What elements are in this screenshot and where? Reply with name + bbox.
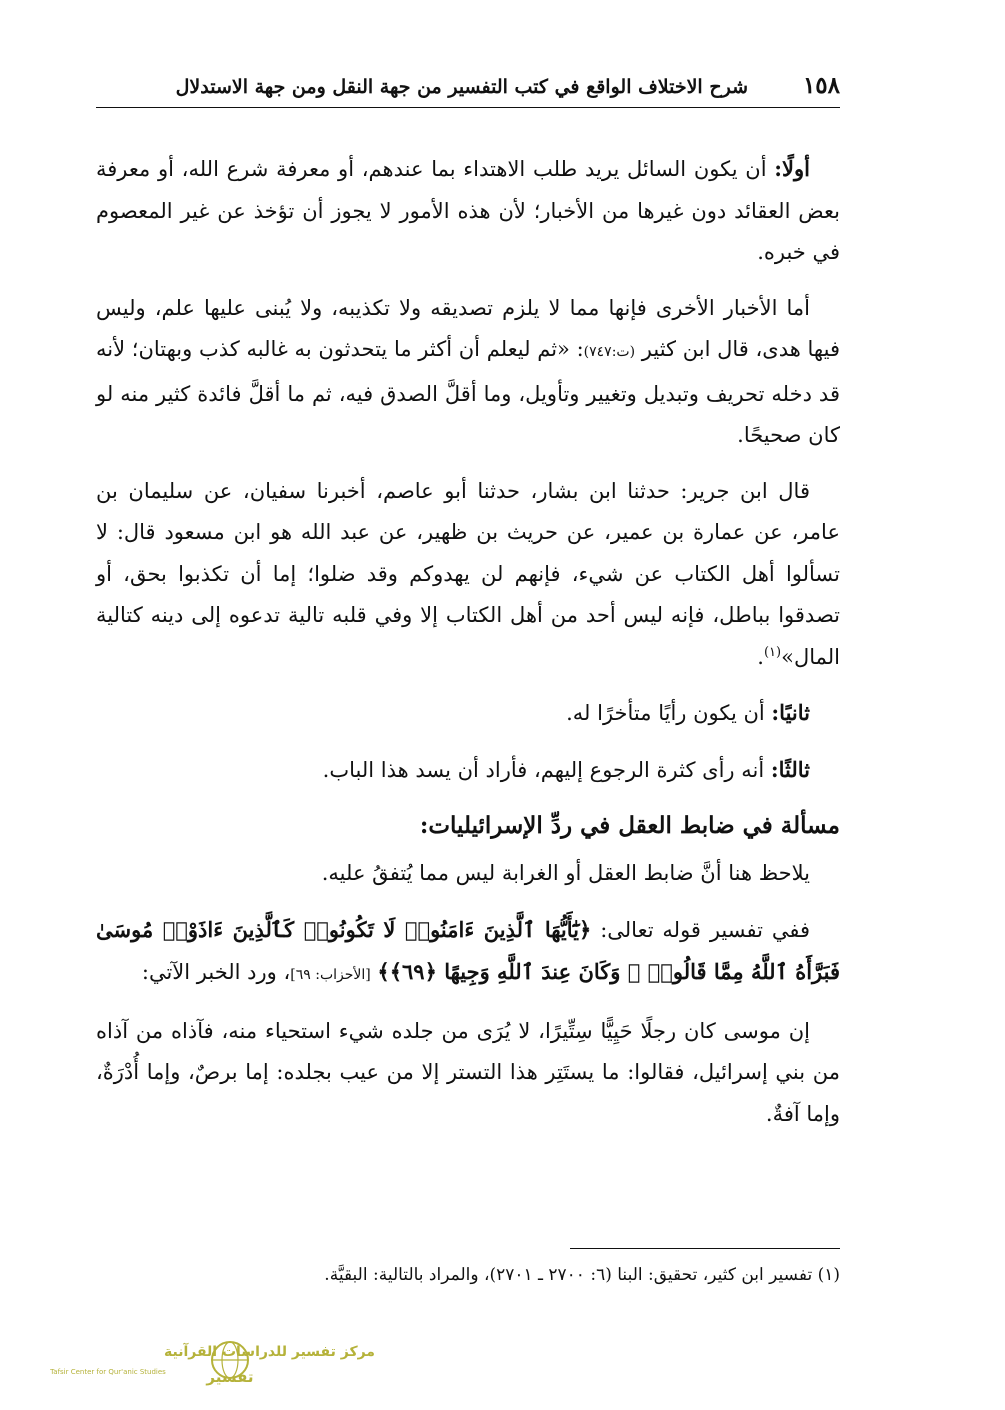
page-number: ١٥٨ bbox=[802, 72, 840, 99]
paragraph-lead: ثانيًا: bbox=[771, 700, 810, 725]
page-header bbox=[96, 72, 840, 112]
paragraph-text: أن يكون رأيًا متأخرًا له. bbox=[566, 701, 765, 725]
paragraph-text: : «ثم ليعلم أن أكثر ما يتحدثون به غالبه كذب وبهتان؛ لأنه قد دخله تحريف وتبديل وتغيير وتأويل، وما أقلَّ الصدق فيه، ثم ما أقلَّ فائدة كثير منه لو كان صحيحًا. bbox=[96, 337, 840, 447]
paragraph-quran-verse bbox=[96, 909, 840, 997]
running-title: شرح الاختلاف الواقع في كتب التفسير من جهة النقل ومن جهة الاستدلال bbox=[175, 76, 748, 98]
paragraph-text: أن يكون السائل يريد طلب الاهتداء بما عندهم، أو معرفة شرع الله، أو معرفة بعض العقائد دون غيرها من الأخبار؛ لأن هذه الأمور لا يجوز أن تؤخذ عن غير المعصوم في خبره. bbox=[96, 157, 841, 264]
paragraph-third bbox=[96, 749, 840, 792]
section-heading: مسألة في ضابط العقل في ردِّ الإسرائيليات: bbox=[419, 812, 840, 839]
paragraph-text: أما الأخبار الأخرى فإنها مما لا يلزم تصديقه ولا تكذيبه، ولا يُبنى عليها علم، وليس فيها هدى، قال ابن كثير bbox=[96, 295, 840, 361]
paragraph-text: قال ابن جرير: حدثنا ابن بشار، حدثنا أبو عاصم، أخبرنا سفيان، عن سليمان بن عامر، عن عمارة بن عمير، عن حريث بن ظهير، عن عبد الله هو ابن مسعود قال: لا تسألوا أهل الكتاب عن شيء، فإنهم لن يهدوكم وقد ضلوا؛ إما أن تكذبوا بحق، أو تصدقوا بباطل، فإنه ليس أحد من أهل الكتاب إلا وفي قلبه تالية تدعوه إلى دينه كتالية المال» bbox=[96, 478, 840, 669]
paragraph-end: . bbox=[757, 644, 764, 669]
logo-graphic bbox=[8, 1334, 375, 1386]
paragraph-note bbox=[96, 853, 840, 895]
logo-name-en: Tafsir Center for Qur'anic Studies bbox=[50, 1368, 166, 1376]
paragraph-first bbox=[96, 148, 840, 274]
paragraph-text: إن موسى كان رجلًا حَيِيًّا سِتِّيرًا، لا يُرَى من جلده شيء استحياء منه، فآذاه من آذاه من بني إسرائيل، فقالوا: ما يستَتِر هذا التستر إلا من عيب بجلده: إما برصٌ، وإما أُدْرَةٌ، وإما آفةٌ. bbox=[96, 1018, 840, 1126]
paragraph-text: ففي تفسير قوله تعالى: bbox=[600, 917, 811, 942]
paragraph-second bbox=[96, 692, 840, 735]
tafsir-center-logo bbox=[8, 1334, 375, 1386]
surah-reference: [الأحزاب: ٦٩] bbox=[290, 967, 371, 983]
paragraph-ibn-jarir bbox=[96, 471, 840, 679]
paragraph-ibn-kathir bbox=[96, 288, 840, 457]
paragraph-text: يلاحظ هنا أنَّ ضابط العقل أو الغرابة ليس مما يُتفقُ عليه. bbox=[321, 861, 810, 885]
footnote-marker[interactable]: (١) bbox=[763, 644, 782, 660]
paragraph-hadith bbox=[96, 1011, 840, 1136]
book-page bbox=[96, 60, 840, 1400]
page-body bbox=[96, 148, 840, 1149]
logo-name-ar: مركز تفسير للدراسات القرآنية bbox=[164, 1344, 375, 1360]
paragraph-text: ، ورد الخبر الآتي: bbox=[141, 960, 291, 984]
death-date: (ت:٧٤٧) bbox=[583, 344, 636, 360]
footnote-rule bbox=[570, 1248, 840, 1249]
paragraph-lead: ثالثًا: bbox=[770, 756, 810, 782]
footnote: (١) تفسير ابن كثير، تحقيق: البنا (٦: ٢٧٠٠ ـ ٢٧٠١)، والمراد بالتالية: البقيَّة. bbox=[324, 1265, 840, 1285]
paragraph-lead: أولًا: bbox=[774, 156, 810, 181]
paragraph-text: أنه رأى كثرة الرجوع إليهم، فأراد أن يسد هذا الباب. bbox=[322, 757, 765, 782]
logo-emblem-text: تفسير bbox=[206, 1368, 254, 1386]
quran-quote: ﴿يَٰٓأَيُّهَا ٱلَّذِينَ ءَامَنُوا۟ لَا تَكُونُوا۟ كَٱلَّذِينَ ءَاذَوْا۟ مُوسَىٰ فَبَرَّأَهُ ٱللَّهُ مِمَّا قَالُوا۟ ۚ وَكَانَ عِندَ ٱللَّهِ وَجِيهًا ﴿٦٩﴾﴾ bbox=[96, 916, 840, 984]
header-rule bbox=[96, 107, 840, 108]
